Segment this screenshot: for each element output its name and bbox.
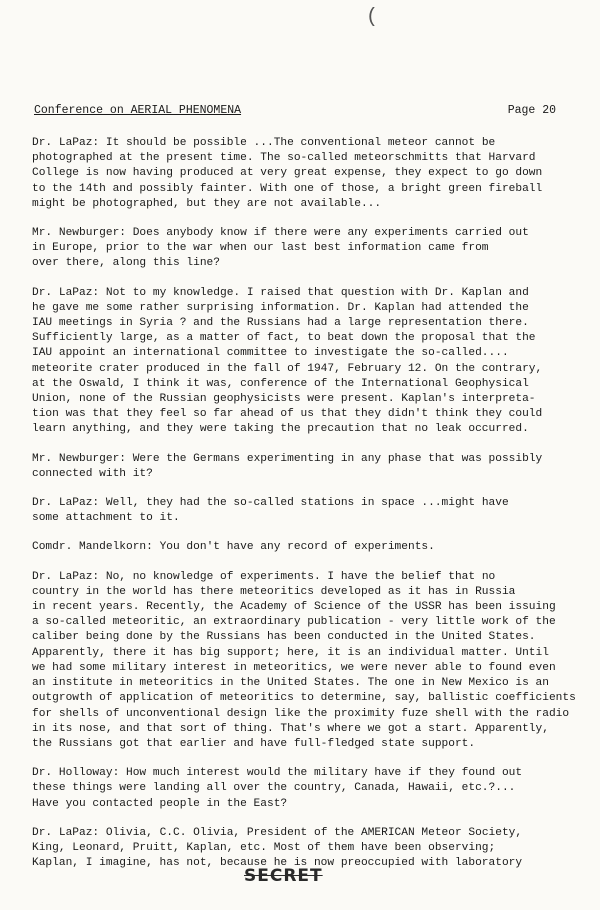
speech-text: Olivia, C.C. Olivia, President of the AMERICAN Meteor Society, <box>105 826 523 839</box>
transcript-line: IAU appoint an international committee to investigate the so-called.... <box>32 347 509 360</box>
transcript-paragraph <box>32 540 592 555</box>
page-number: Page 20 <box>507 104 556 117</box>
transcript-paragraph <box>32 452 592 482</box>
transcript-paragraph <box>32 286 592 438</box>
transcript-line: over there, along this line? <box>32 257 220 270</box>
transcript-line: learn anything, and they were taking the precaution that no leak occurred. <box>32 423 529 436</box>
speaker-name: Mr. Newburger: <box>32 227 126 240</box>
speech-text: Does anybody know if there were any experiments carried out <box>132 227 529 240</box>
transcript-paragraph <box>32 826 592 872</box>
transcript-line: Have you contacted people in the East? <box>32 797 288 810</box>
transcript-line <box>32 766 592 781</box>
transcript-line <box>32 136 592 151</box>
transcript-paragraph <box>32 136 592 212</box>
corner-mark: ( <box>366 6 379 29</box>
transcript-line: caliber being done by the Russians has been conducted in the United States. <box>32 631 536 644</box>
speaker-name: Dr. LaPaz: <box>32 286 100 299</box>
transcript-line: tion was that they feel so far ahead of us that they didn't think they could <box>32 408 543 421</box>
transcript-line: Kaplan, I imagine, has not, because he is now preoccupied with laboratory <box>32 857 523 870</box>
transcript-line: meteorite crater produced in the fall of 1947, February 12. On the contrary, <box>32 362 543 375</box>
transcript-line <box>32 496 592 511</box>
transcript-line <box>32 540 592 555</box>
transcript-line <box>32 570 592 585</box>
transcript-line: an institute in meteoritics in the United States. The one in New Mexico is an <box>32 677 549 690</box>
transcript-line <box>32 286 592 301</box>
transcript-line: country in the world has there meteoritics developed as it has in Russia <box>32 585 516 598</box>
transcript-line: to the 14th and possibly fainter. With one of those, a bright green fireball <box>32 182 543 195</box>
speaker-name: Mr. Newburger: <box>32 452 126 465</box>
speaker-name: Dr. Holloway: <box>32 767 120 780</box>
transcript-line: in its nose, and that sort of thing. That's where we got a start. Apparently, <box>32 722 549 735</box>
transcript-line <box>32 226 592 241</box>
transcript-line: College is now having produced at very great expense, they expect to go down <box>32 167 543 180</box>
transcript-line: photographed at the present time. The so-called meteorschmitts that Harvard <box>32 152 536 165</box>
speech-text: Were the Germans experimenting in any phase that was possibly <box>132 452 543 465</box>
speaker-name: Dr. LaPaz: <box>32 497 100 510</box>
transcript-line: a so-called meteoritic, an extraordinary publication - very little work of the <box>32 616 556 629</box>
speaker-name: Dr. LaPaz: <box>32 826 100 839</box>
transcript-line: Apparently, there it has big support; here, it is an individual matter. Until <box>32 646 549 659</box>
transcript-line: for shells of unconventional design like the proximity fuze shell with the radio <box>32 707 570 720</box>
document-title: Conference on AERIAL PHENOMENA <box>34 104 242 117</box>
speech-text: Well, they had the so-called stations in space ...might have <box>105 497 509 510</box>
speaker-name: Dr. LaPaz: <box>32 137 100 149</box>
transcript-line: Union, none of the Russian geophysicists were present. Kaplan's interpreta- <box>32 393 536 406</box>
transcript-line <box>32 452 592 467</box>
speech-text: How much interest would the military have if they found out <box>126 767 523 780</box>
transcript-line: these things were landing all over the country, Canada, Hawaii, etc.?... <box>32 782 516 795</box>
transcript-line: he gave me some rather surprising information. Dr. Kaplan had attended the <box>32 301 529 314</box>
speaker-name: Comdr. Mandelkorn: <box>32 541 153 554</box>
transcript-line: might be photographed, but they are not available... <box>32 197 382 210</box>
speech-text: No, no knowledge of experiments. I have the belief that no <box>105 570 496 583</box>
transcript-line: in recent years. Recently, the Academy of Science of the USSR has been issuing <box>32 601 556 614</box>
transcript-line: Sufficiently large, as a matter of fact, to beat down the proposal that the <box>32 332 536 345</box>
speech-text: It should be possible ...The conventional meteor cannot be <box>105 137 496 149</box>
transcript-line: IAU meetings in Syria ? and the Russians had a large representation there. <box>32 317 529 330</box>
transcript-line: the Russians got that earlier and have full-fledged state support. <box>32 737 476 750</box>
transcript-line: at the Oswald, I think it was, conference of the International Geophysical <box>32 377 529 390</box>
transcript-line: in Europe, prior to the war when our last best information came from <box>32 242 489 255</box>
transcript-body <box>32 136 592 885</box>
speech-text: You don't have any record of experiments. <box>159 541 435 554</box>
transcript-paragraph <box>32 570 592 752</box>
transcript-line: connected with it? <box>32 467 153 480</box>
transcript-line: outgrowth of application of meteoritics to determine, say, ballistic coefficients <box>32 692 576 705</box>
transcript-paragraph <box>32 766 592 812</box>
transcript-line <box>32 826 592 841</box>
transcript-line: some attachment to it. <box>32 512 180 525</box>
speech-text: Not to my knowledge. I raised that question with Dr. Kaplan and <box>105 286 529 299</box>
classification-stamp: SECRET <box>244 866 323 886</box>
transcript-line: King, Leonard, Pruitt, Kaplan, etc. Most of them have been observing; <box>32 841 496 854</box>
speaker-name: Dr. LaPaz: <box>32 570 100 583</box>
transcript-paragraph <box>32 496 592 526</box>
transcript-paragraph <box>32 226 592 272</box>
transcript-line: we had some military interest in meteoritics, we were never able to found even <box>32 661 556 674</box>
